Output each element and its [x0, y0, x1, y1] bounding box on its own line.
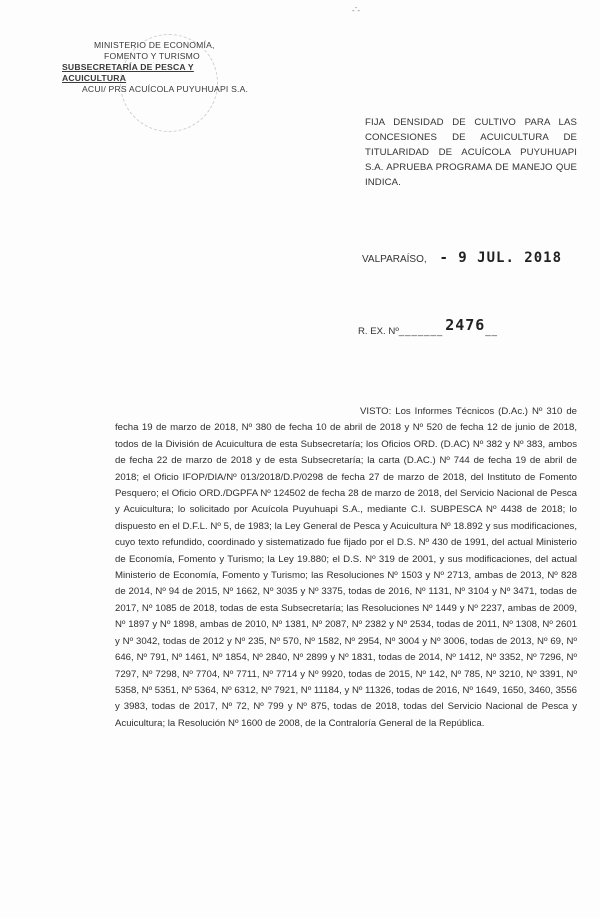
letterhead-subsecretaria: SUBSECRETARÍA DE PESCA Y ACUICULTURA — [62, 62, 194, 83]
resolution-number — [358, 316, 498, 338]
place-label: VALPARAÍSO, — [362, 254, 427, 265]
letterhead-reference: ACUI/ PRS ACUÍCOLA PUYUHUAPI S.A. — [82, 84, 249, 94]
visto-paragraph: VISTO: Los Informes Técnicos (D.Ac.) Nº 310 de fecha 19 de marzo de 2018, Nº 380 de fecha 10 de abril de 2018 y Nº 520 de fecha 12 de junio de 2018, todos de la División de Acuicultura de esta Subsecretaría; los Oficios ORD. (D.AC) Nº 382 y Nº 383, ambos de fecha 22 de marzo de 2018 y de esta Subsecretaría; la carta (D.AC.) Nº 744 de fecha 19 de abril de 2018; el Oficio IFOP/DIA/Nº 013/2018/D.P/0298 de fecha 27 de marzo de 2018, del Instituto de Fomento Pesquero; el Oficio ORD./DGPFA Nº 124502 de fecha 28 de marzo de 2018, del Servicio Nacional de Pesca y Acuicultura; lo solicitado por Acuícola Puyuhuapi S.A., mediante C.I. SUBPESCA Nº 4438 de 2018; lo dispuesto en el D.F.L. Nº 5, de 1983; la Ley General de Pesca y Acuicultura Nº 18.892 y sus modificaciones, cuyo texto refundido, coordinado y sistematizado fue fijado por el D.S. Nº 430 de 1991, del actual Ministerio de Economía, Fomento y Turismo; la Ley 19.880; el D.S. Nº 319 de 2001, y sus modificaciones, del actual Ministerio de Economía, Fomento y Turismo; las Resoluciones Nº 1503 y Nº 2713, ambas de 2013, Nº 828 de 2014, Nº 94 de 2015, Nº 1662, Nº 3035 y Nº 3375, todas de 2016, Nº 1131, Nº 3104 y Nº 3471, todas de 2017, Nº 1085 de 2018, todas de esta Subsecretaría; las Resoluciones Nº 1449 y Nº 2237, ambas de 2009, Nº 1897 y Nº 1898, ambas de 2010, Nº 1381, Nº 2087, Nº 2382 y Nº 2534, todas de 2011, Nº 1308, Nº 2601 y Nº 3042, todas de 2012 y Nº 235, Nº 570, Nº 1582, Nº 2954, Nº 3004 y Nº 3006, todas de 2013, Nº 69, Nº 646, Nº 791, Nº 1461, Nº 1854, Nº 2840, Nº 2899 y Nº 1831, todas de 2014, Nº 1412, Nº 3352, Nº 7296, Nº 7297, Nº 7298, Nº 7704, Nº 7711, Nº 7714 y Nº 9920, todas de 2015, Nº 142, Nº 785, Nº 3210, Nº 3391, Nº 5358, Nº 5351, Nº 5364, Nº 6312, Nº 7921, Nº 11184, y Nº 11326, todas de 2016, Nº 1649, 1650, 3460, 3556 y 3983, todas de 2017, Nº 72, Nº 799 y Nº 875, todas de 2018, todas del Servicio Nacional de Pesca y Acuicultura; la Resolución Nº 1600 de 2008, de la Contraloría General de la República. — [115, 406, 577, 729]
rex-number: 2476 — [445, 316, 486, 334]
top-mark: -ˉ- — [352, 6, 360, 15]
letterhead — [58, 40, 258, 95]
letterhead-ministry-cont: FOMENTO Y TURISMO — [104, 51, 200, 61]
rex-blank: _______ — [398, 326, 444, 337]
rex-trail: __ — [485, 326, 498, 337]
place-date — [362, 250, 562, 266]
rex-label: R. EX. Nº — [358, 326, 399, 337]
letterhead-ministry: MINISTERIO DE ECONOMÍA, — [94, 40, 215, 50]
resolution-subject: FIJA DENSIDAD DE CULTIVO PARA LAS CONCESIONES DE ACUICULTURA DE TITULARIDAD DE ACUÍCOLA PUYUHUAPI S.A. APRUEBA PROGRAMA DE MANEJO QUE INDICA. — [365, 117, 577, 188]
stamped-date: - 9 JUL. 2018 — [439, 250, 563, 266]
